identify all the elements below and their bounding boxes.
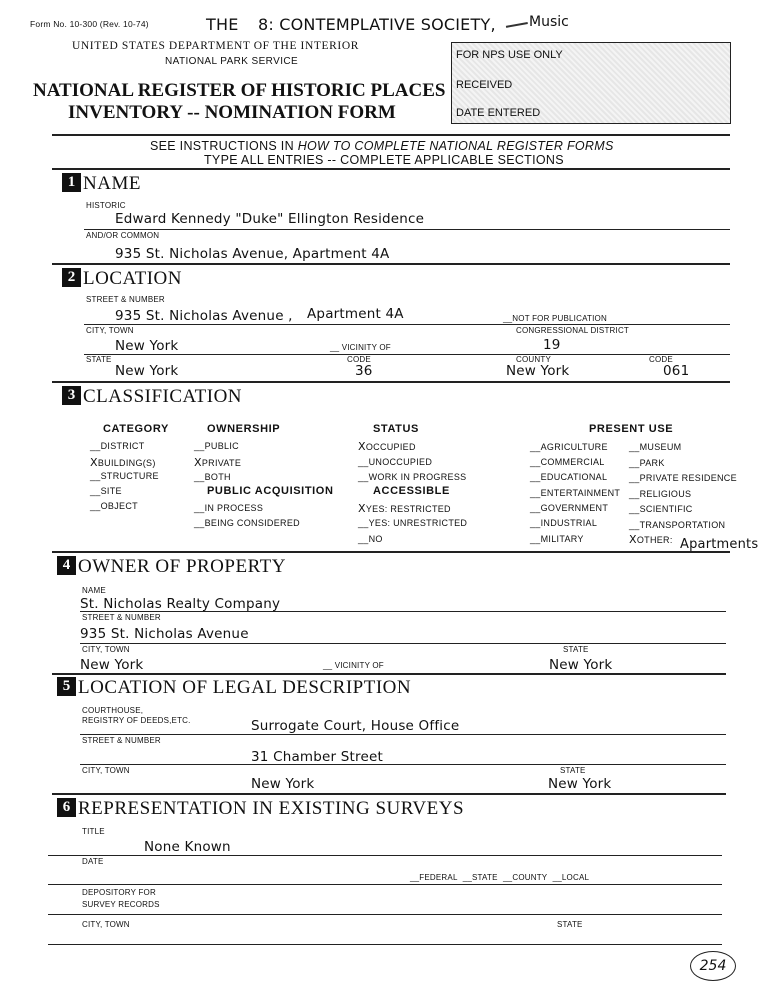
county-label: COUNTY [516, 355, 551, 364]
acquisition-option: __IN PROCESS [194, 503, 264, 513]
category-option: __SITE [90, 486, 122, 496]
divider [52, 551, 730, 553]
section-number: 3 [62, 386, 81, 405]
section-number: 2 [62, 268, 81, 287]
x-mark: X [629, 533, 637, 546]
form-number: Form No. 10-300 (Rev. 10-74) [30, 19, 149, 29]
divider [52, 381, 730, 383]
section-title: LOCATION [83, 268, 182, 289]
divider [52, 793, 726, 795]
use-option: __RELIGIOUS [629, 489, 692, 499]
other-use-value: Apartments [680, 537, 759, 552]
courthouse-value: Surrogate Court, House Office [251, 718, 460, 734]
ownership-option: __BOTH [194, 472, 231, 482]
ownership-option-checked: XPRIVATE [194, 456, 242, 469]
state-label: STATE [86, 355, 112, 364]
form-title-line2: INVENTORY -- NOMINATION FORM [68, 102, 396, 123]
x-mark: X [358, 502, 366, 515]
accessible-option-checked: XYES: RESTRICTED [358, 502, 451, 515]
status-option-checked: XOCCUPIED [358, 440, 416, 453]
owner-street-value: 935 St. Nicholas Avenue [80, 626, 249, 642]
divider [48, 914, 722, 915]
historic-value: Edward Kennedy "Duke" Ellington Residence [115, 211, 425, 227]
not-for-publication: __NOT FOR PUBLICATION [503, 314, 607, 323]
legal-city-label: CITY, TOWN [82, 766, 130, 775]
use-option: __MUSEUM [629, 442, 682, 452]
section-number: 4 [57, 556, 76, 575]
courthouse-label: COURTHOUSE, [82, 706, 144, 715]
x-mark: X [90, 456, 98, 469]
category-option: __DISTRICT [90, 441, 145, 451]
legal-city-value: New York [251, 776, 315, 792]
use-option: __AGRICULTURE [530, 442, 608, 452]
section-2-heading [62, 268, 182, 290]
survey-date-label: DATE [82, 857, 104, 866]
use-option: __ENTERTAINMENT [530, 488, 621, 498]
acquisition-option: __BEING CONSIDERED [194, 518, 300, 528]
divider [48, 855, 722, 856]
public-acquisition-heading: PUBLIC ACQUISITION [207, 485, 334, 497]
use-option: __COMMERCIAL [530, 457, 605, 467]
form-title-line1: NATIONAL REGISTER OF HISTORIC PLACES [33, 80, 446, 101]
registry-label: REGISTRY OF DEEDS,ETC. [82, 716, 191, 725]
category-heading: CATEGORY [103, 423, 169, 435]
accessible-option: __YES: UNRESTRICTED [358, 518, 468, 528]
divider [80, 734, 726, 735]
x-mark: X [194, 456, 202, 469]
owner-state-label: STATE [563, 645, 589, 654]
section-title: LOCATION OF LEGAL DESCRIPTION [78, 677, 412, 698]
use-option: __SCIENTIFIC [629, 504, 693, 514]
owner-city-value: New York [80, 657, 144, 673]
category-option: __STRUCTURE [90, 471, 159, 481]
legal-street-value: 31 Chamber Street [251, 749, 384, 765]
annotation-the: THE [206, 15, 239, 34]
received-label: RECEIVED [456, 79, 513, 91]
apartment-value: Apartment 4A [307, 306, 404, 322]
instructions-line2: TYPE ALL ENTRIES -- COMPLETE APPLICABLE SECTIONS [204, 153, 564, 167]
divider [84, 354, 730, 355]
owner-name-label: NAME [82, 586, 106, 595]
state-value: New York [115, 363, 179, 379]
survey-levels: __FEDERAL __STATE __COUNTY __LOCAL [410, 873, 590, 882]
ownership-heading: OWNERSHIP [207, 423, 281, 435]
divider [80, 764, 726, 765]
instructions-line1: SEE INSTRUCTIONS IN HOW TO COMPLETE NATIONAL REGISTER FORMS [150, 139, 614, 153]
divider [80, 611, 726, 612]
divider [52, 168, 730, 170]
city-value: New York [115, 338, 179, 354]
divider [52, 134, 730, 136]
owner-city-label: CITY, TOWN [82, 645, 130, 654]
congressional-label: CONGRESSIONAL DISTRICT [516, 326, 630, 335]
use-option-checked: XOTHER: [629, 533, 673, 546]
nps-use-label: FOR NPS USE ONLY [456, 49, 563, 61]
owner-vicinity-label: __ VICINITY OF [323, 661, 384, 670]
survey-records-label: SURVEY RECORDS [82, 900, 160, 909]
survey-title-label: TITLE [82, 827, 105, 836]
divider [84, 229, 730, 230]
section-6-heading [57, 798, 464, 820]
survey-city-label: CITY, TOWN [82, 920, 130, 929]
congressional-value: 19 [543, 337, 561, 353]
annotation-music: Music [505, 14, 569, 30]
service-name: NATIONAL PARK SERVICE [165, 56, 299, 67]
section-title: CLASSIFICATION [83, 386, 243, 407]
agency-name: UNITED STATES DEPARTMENT OF THE INTERIOR [72, 40, 360, 52]
legal-street-label: STREET & NUMBER [82, 736, 161, 745]
status-option: __UNOCCUPIED [358, 457, 433, 467]
historic-label: HISTORIC [86, 201, 126, 210]
street-label: STREET & NUMBER [86, 295, 165, 304]
use-option: __PRIVATE RESIDENCE [629, 473, 737, 483]
section-4-heading [57, 556, 286, 578]
depository-label: DEPOSITORY FOR [82, 888, 156, 897]
common-label: AND/OR COMMON [86, 231, 160, 240]
code-label: CODE [347, 355, 371, 364]
section-title: OWNER OF PROPERTY [78, 556, 286, 577]
section-title: NAME [83, 173, 141, 194]
survey-title-value: None Known [144, 839, 231, 855]
accessible-option: __NO [358, 534, 383, 544]
divider [52, 263, 730, 265]
divider [48, 884, 722, 885]
use-option: __TRANSPORTATION [629, 520, 726, 530]
divider [52, 673, 726, 675]
county-code-value: 061 [663, 363, 690, 379]
divider [84, 324, 730, 325]
owner-state-value: New York [549, 657, 613, 673]
section-number: 1 [62, 173, 81, 192]
section-title: REPRESENTATION IN EXISTING SURVEYS [78, 798, 465, 819]
status-heading: STATUS [373, 423, 419, 435]
section-number: 6 [57, 798, 76, 817]
category-option: __OBJECT [90, 501, 138, 511]
survey-state-label: STATE [557, 920, 583, 929]
state-code-value: 36 [355, 363, 373, 379]
use-option: __GOVERNMENT [530, 503, 609, 513]
present-use-heading: PRESENT USE [589, 423, 674, 435]
scribble-mark [504, 12, 528, 28]
section-5-heading [57, 677, 411, 699]
section-3-heading [62, 386, 242, 408]
street-value: 935 St. Nicholas Avenue , [115, 308, 293, 324]
owner-street-label: STREET & NUMBER [82, 613, 161, 622]
divider [48, 944, 722, 945]
section-number: 5 [57, 677, 76, 696]
county-code-label: CODE [649, 355, 673, 364]
annotation-society: 8: CONTEMPLATIVE SOCIETY, [258, 15, 496, 34]
divider [80, 643, 726, 644]
use-option: __MILITARY [530, 534, 584, 544]
status-option: __WORK IN PROGRESS [358, 472, 467, 482]
ownership-option: __PUBLIC [194, 441, 239, 451]
date-entered-label: DATE ENTERED [456, 107, 541, 119]
county-value: New York [506, 363, 570, 379]
owner-name-value: St. Nicholas Realty Company [80, 596, 281, 612]
legal-state-value: New York [548, 776, 612, 792]
use-option: __EDUCATIONAL [530, 472, 608, 482]
city-label: CITY, TOWN [86, 326, 134, 335]
category-option-checked: XBUILDING(S) [90, 456, 156, 469]
common-value: 935 St. Nicholas Avenue, Apartment 4A [115, 246, 390, 262]
vicinity-label: __ VICINITY OF [330, 343, 391, 352]
use-option: __INDUSTRIAL [530, 518, 598, 528]
accessible-heading: ACCESSIBLE [373, 485, 450, 497]
use-option: __PARK [629, 458, 665, 468]
page-number-mark: 254 [690, 951, 736, 981]
legal-state-label: STATE [560, 766, 586, 775]
section-1-heading [62, 173, 141, 195]
x-mark: X [358, 440, 366, 453]
nps-use-box [451, 42, 731, 124]
